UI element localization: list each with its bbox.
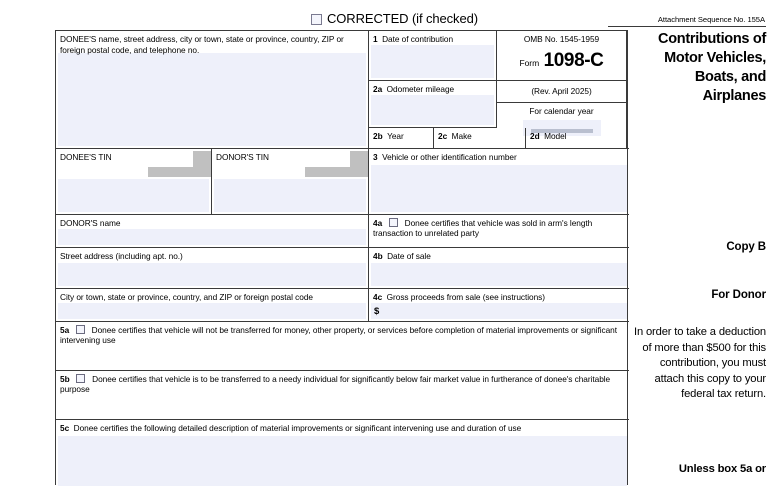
box-2d-cell[interactable] [526,128,629,149]
corrected-label: CORRECTED (if checked) [327,11,478,26]
box-4b-number: 4b [373,250,383,261]
copy-b-label: Copy B [726,241,766,253]
box-2a-label [373,84,454,94]
box-4a-label [373,218,623,239]
form-title-line-2: Motor Vehicles, [664,50,766,66]
donee-address-label: DONEE'S name, street address, city or town, state or province, country, ZIP or foreign postal code, and telephone no. [60,33,344,55]
box-1-cell[interactable] [369,31,497,81]
box-2d-number: 2d [530,130,540,141]
box-4b-input-area[interactable] [371,263,627,286]
form-title-line-1: Contributions of [658,31,766,47]
attachment-sequence-label [658,15,765,24]
donor-name-cell[interactable] [56,215,369,248]
omb-number-text: OMB No. 1545-1959 [523,34,600,44]
donor-name-input-area[interactable] [58,229,366,245]
donee-address-cell[interactable] [56,31,369,149]
box-3-input-area[interactable] [371,165,627,212]
box-4c-cell[interactable] [369,289,629,322]
form-title-line-4: Airplanes [702,88,766,104]
form-number: 1098-C [543,50,604,71]
donor-tin-redaction-block-b [305,167,369,177]
box-5a-number: 5a [60,325,70,335]
box-5c-cell[interactable] [56,420,629,486]
box-2a-number: 2a [373,83,383,94]
street-address-label: Street address (including apt. no.) [60,250,183,261]
form-revision-cell [497,81,627,103]
box-2c-text: Make [451,130,472,141]
corrected-header-row [0,12,768,32]
form-title-block [632,30,766,106]
box-4a-cell[interactable] [369,215,629,248]
unless-box-note: Unless box 5a or [678,463,766,475]
box-1-number: 1 [373,33,378,44]
header-divider-rule [608,26,766,27]
donee-tin-cell[interactable] [56,149,212,215]
box-3-number: 3 [373,151,378,162]
box-4c-input-area[interactable] [371,303,627,319]
box-5b-number: 5b [60,374,70,384]
box-5a-label [60,325,620,346]
box-5b-text: Donee certifies that vehicle is to be transferred to a needy individual for significantly below fair market value in furtherance of donee's charitable purpose [60,374,611,395]
box-2c-cell[interactable] [434,128,526,149]
donee-tin-redaction-block-b [148,167,212,177]
form-revision-text: (Rev. April 2025) [531,86,592,96]
street-address-cell[interactable] [56,248,369,289]
box-5c-input-area[interactable] [58,436,627,486]
box-2b-number: 2b [373,130,383,141]
box-5a-cell[interactable] [56,322,629,371]
donee-tin-input-area[interactable] [58,179,209,212]
box-5c-label [60,423,521,433]
box-1-input-area[interactable] [371,45,494,78]
box-4b-cell[interactable] [369,248,629,289]
corrected-checkbox-group[interactable] [311,12,478,26]
box-5a-text: Donee certifies that vehicle will not be transferred for money, other property, or services before completion of material improvements or significant intervening use [60,325,617,346]
form-number-group [497,50,626,72]
box-2a-input-area[interactable] [371,95,494,125]
box-2d-text: Model [544,130,567,141]
box-2a-cell[interactable] [369,81,497,128]
city-state-zip-cell[interactable] [56,289,369,322]
city-state-zip-label: City or town, state or province, country, and ZIP or foreign postal code [60,291,313,302]
form-title-line-3: Boats, and [694,69,766,85]
box-5c-number: 5c [60,422,70,433]
box-1-text: Date of contribution [382,33,454,44]
corrected-checkbox[interactable] [311,14,322,25]
omb-number-cell [497,31,627,81]
box-4a-checkbox[interactable] [389,218,398,227]
box-4c-currency-symbol: $ [374,306,380,317]
box-1-label [373,34,453,44]
donor-instructions-text: In order to take a deduction of more than $500 for this contribution, you must attach this copy to your federal tax return. [633,326,766,401]
box-4c-label [373,292,545,302]
box-4c-number: 4c [373,291,383,302]
donee-address-input-area[interactable] [58,53,366,146]
box-4b-label [373,251,431,261]
box-2b-label [373,131,404,141]
box-2c-label [438,131,472,141]
street-address-input-area[interactable] [58,263,366,286]
for-donor-label: For Donor [711,289,766,301]
box-2a-text: Odometer mileage [386,83,455,94]
box-3-label [373,152,517,162]
form-grid-frame [55,30,628,485]
box-2b-text: Year [387,130,404,141]
box-2d-label [530,131,566,141]
box-5b-checkbox[interactable] [76,374,85,383]
box-4a-number: 4a [373,218,383,228]
box-5c-text: Donee certifies the following detailed description of material improvements or significant intervening use and duration of use [73,422,522,433]
box-5a-checkbox[interactable] [76,325,85,334]
donor-tin-cell[interactable] [212,149,369,215]
box-2b-cell[interactable] [369,128,434,149]
attachment-sequence-text: Attachment Sequence No. 155A [657,15,765,24]
donee-tin-label: DONEE'S TIN [60,151,112,162]
box-4c-text: Gross proceeds from sale (see instructions) [386,291,545,302]
box-4a-text: Donee certifies that vehicle was sold in arm's length transaction to unrelated party [373,218,593,239]
city-state-zip-input-area[interactable] [58,303,366,319]
box-5b-cell[interactable] [56,371,629,420]
box-3-cell[interactable] [369,149,629,215]
donor-tin-label: DONOR'S TIN [216,151,269,162]
box-2c-number: 2c [438,130,448,141]
donor-tin-input-area[interactable] [214,179,366,212]
donor-name-label: DONOR'S name [60,217,121,228]
form-word: Form [519,58,540,68]
box-4b-text: Date of sale [387,250,431,261]
calendar-year-label: For calendar year [529,106,594,116]
box-5b-label [60,374,620,395]
box-3-text: Vehicle or other identification number [382,151,517,162]
